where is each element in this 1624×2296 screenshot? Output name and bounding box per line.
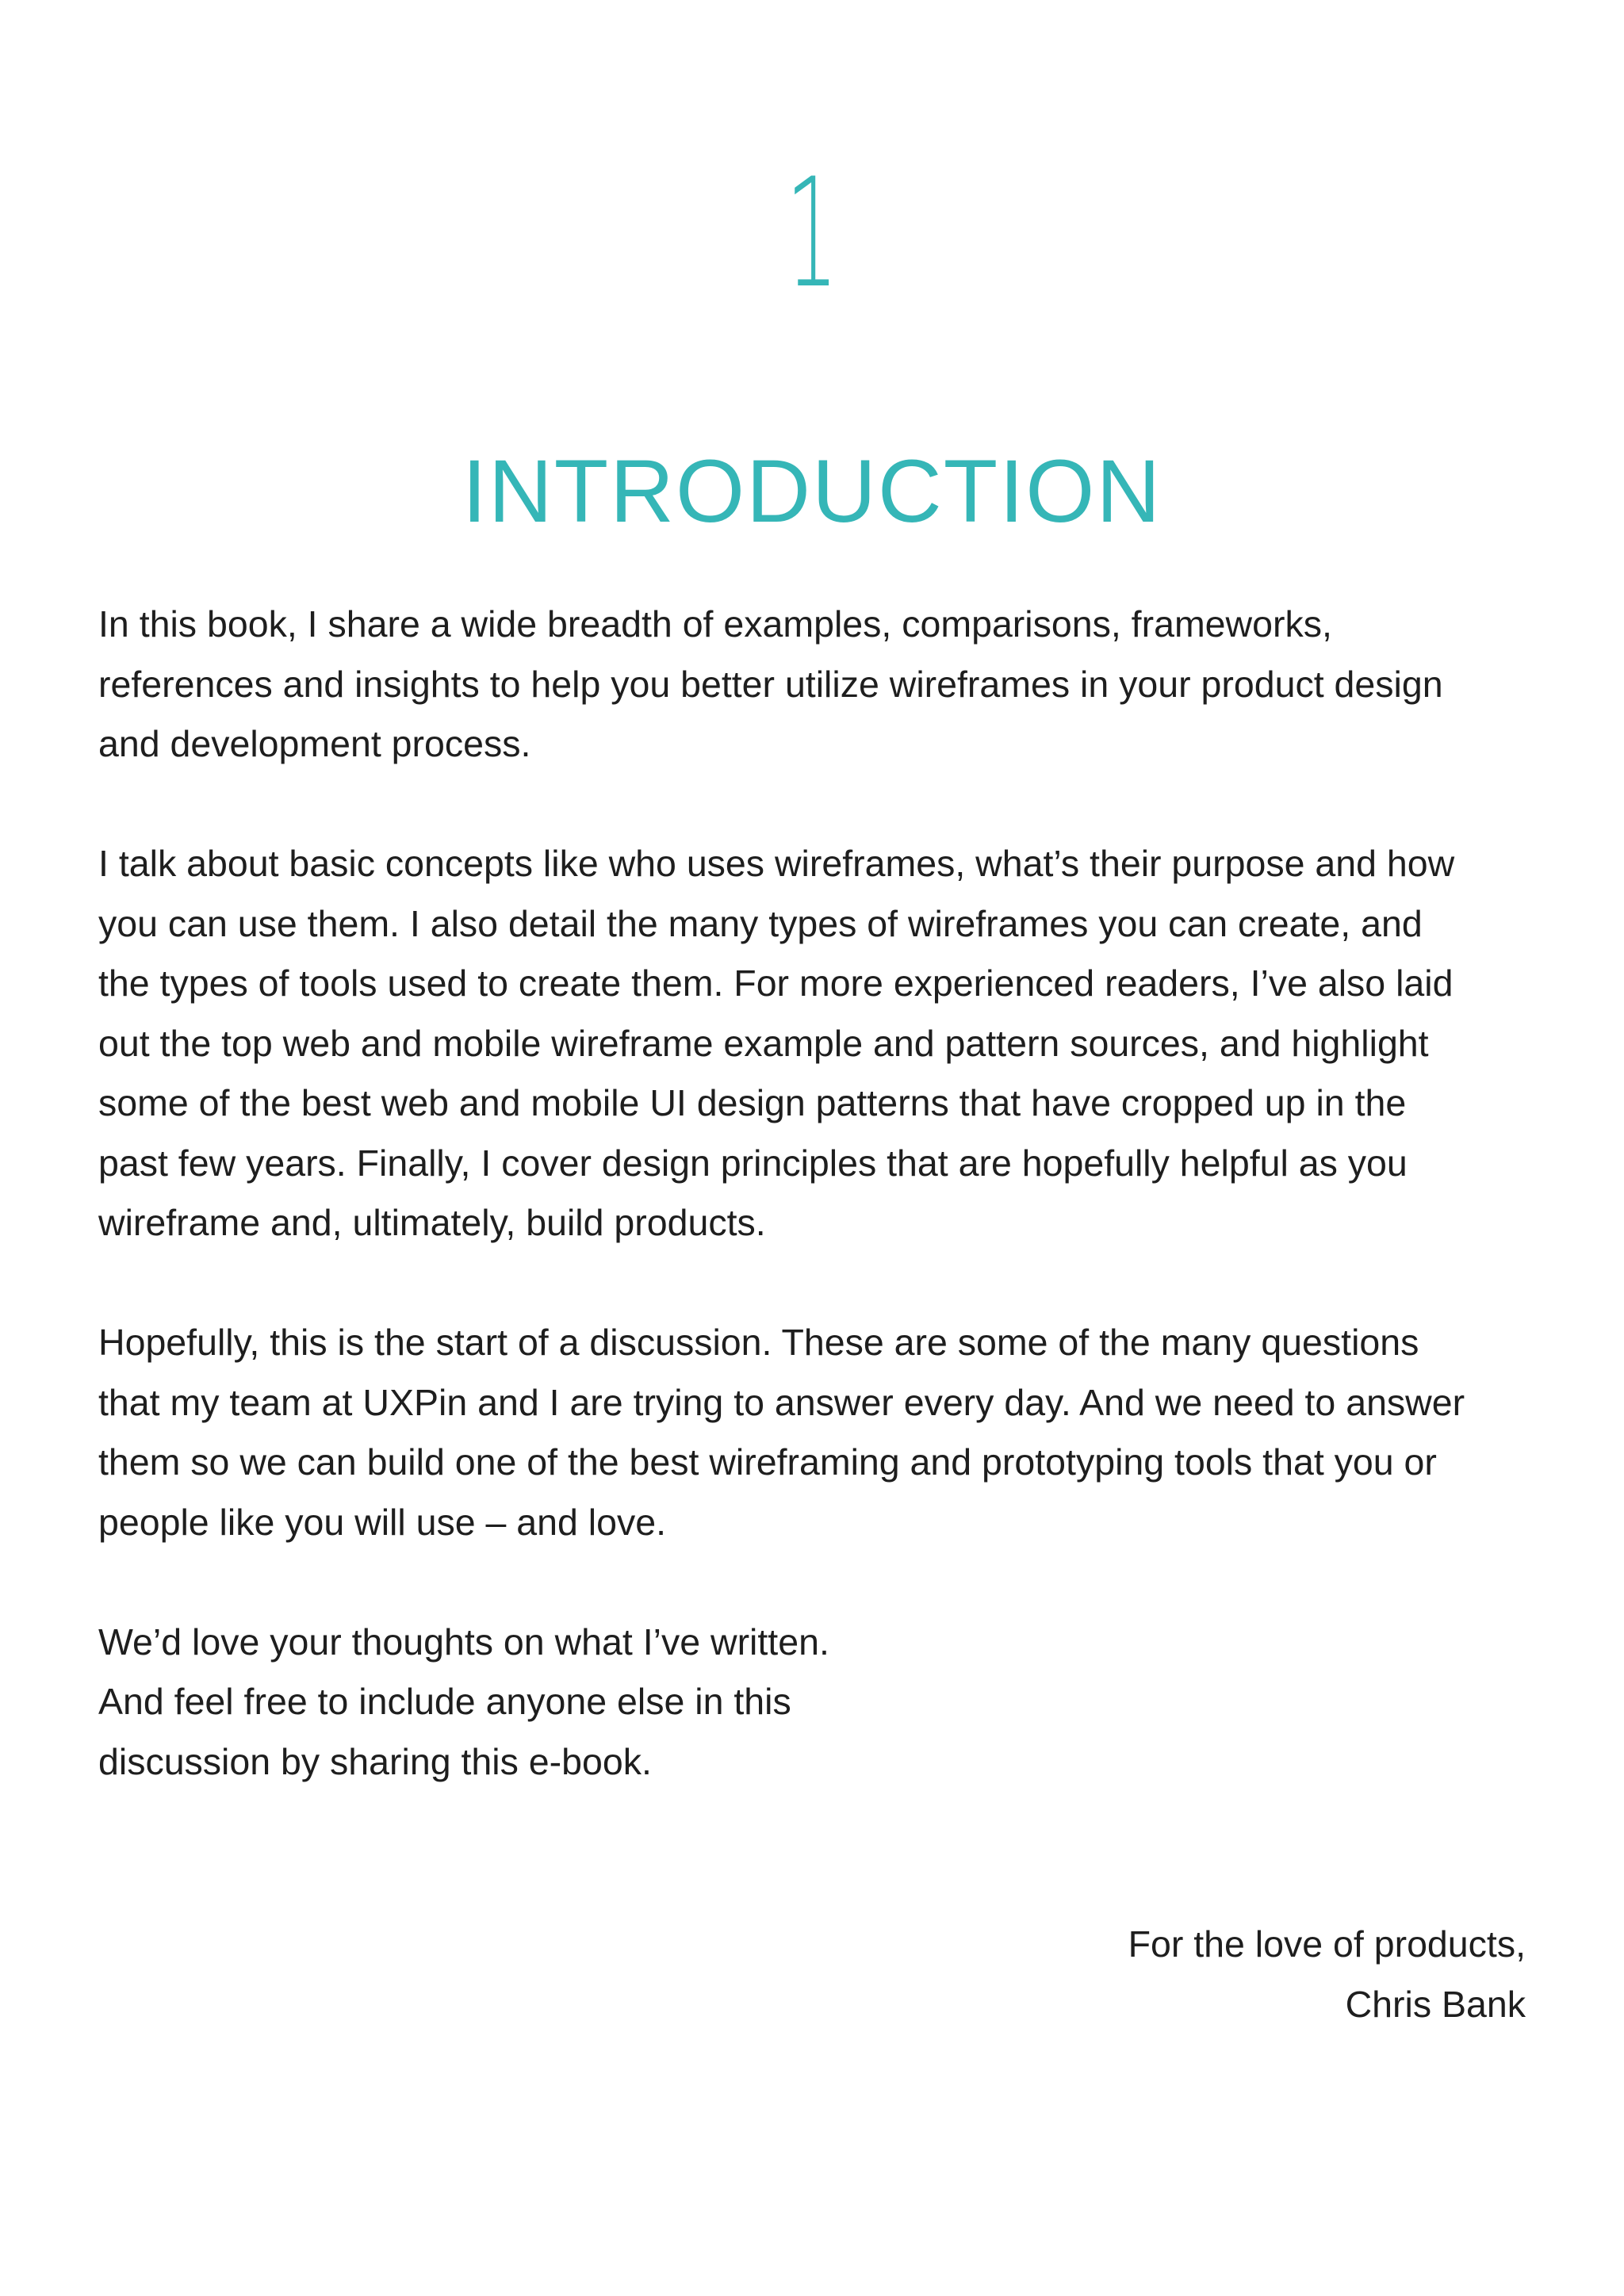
text-line: We’d love your thoughts on what I’ve written.: [98, 1621, 829, 1663]
text-line: some of the best web and mobile UI design patterns that have cropped up in the: [98, 1082, 1407, 1123]
text-line: them so we can build one of the best wireframing and prototyping tools that you or: [98, 1441, 1437, 1483]
text-line: references and insights to help you better utilize wireframes in your product design: [98, 663, 1443, 705]
text-line: and development process.: [98, 723, 531, 764]
text-line: the types of tools used to create them. For more experienced readers, I’ve also laid: [98, 962, 1454, 1004]
signature-name: Chris Bank: [1345, 1983, 1526, 2025]
text-line: I talk about basic concepts like who uses wireframes, what’s their purpose and how: [98, 843, 1455, 884]
signature: [1128, 1915, 1526, 2034]
paragraph-concepts: [98, 834, 1557, 1253]
signature-closing: For the love of products,: [1128, 1923, 1526, 1965]
chapter-number: 1: [785, 146, 839, 321]
body-text: [98, 595, 1557, 1852]
text-line: wireframe and, ultimately, build products.: [98, 1202, 766, 1243]
text-line: out the top web and mobile wireframe example and pattern sources, and highlight: [98, 1022, 1429, 1064]
paragraph-feedback: [98, 1613, 1557, 1793]
chapter-title: INTRODUCTION: [462, 442, 1162, 541]
text-line: people like you will use – and love.: [98, 1501, 667, 1543]
paragraph-discussion: [98, 1313, 1557, 1552]
text-line: In this book, I share a wide breadth of examples, comparisons, frameworks,: [98, 603, 1332, 645]
text-line: discussion by sharing this e-book.: [98, 1740, 652, 1782]
paragraph-intro: [98, 595, 1557, 775]
text-line: Hopefully, this is the start of a discussion. These are some of the many questions: [98, 1322, 1419, 1363]
text-line: past few years. Finally, I cover design principles that are hopefully helpful as you: [98, 1142, 1408, 1184]
text-line: And feel free to include anyone else in this: [98, 1681, 791, 1722]
text-line: that my team at UXPin and I are trying to answer every day. And we need to answer: [98, 1381, 1465, 1423]
text-line: you can use them. I also detail the many types of wireframes you can create, and: [98, 902, 1423, 944]
